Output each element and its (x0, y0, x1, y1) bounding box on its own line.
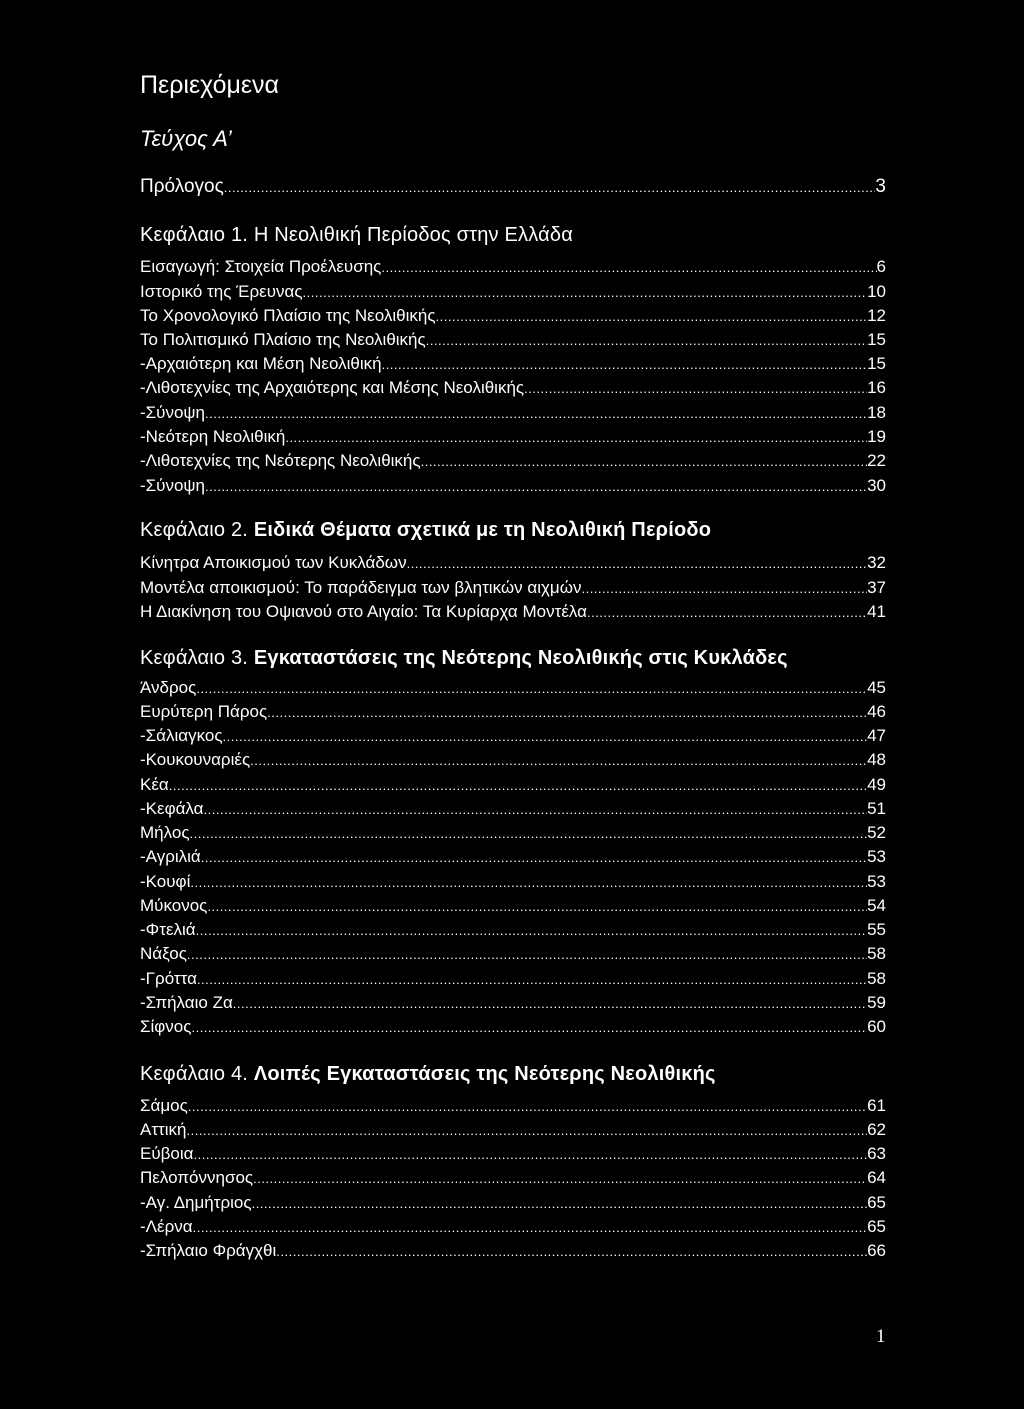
toc-entry-label: -Λιθοτεχνίες της Αρχαιότερης και Μέσης Νεολιθικής (140, 378, 525, 397)
chapter-title: Η Νεολιθική Περίοδος στην Ελλάδα (253, 224, 573, 246)
toc-entry-label: Ευρύτερη Πάρος (140, 702, 268, 721)
toc-entry-page: 16 (867, 378, 886, 397)
toc-entry-label: -Σύνοψη (140, 403, 205, 422)
dot-leader (193, 1144, 867, 1166)
dot-leader (252, 1193, 868, 1215)
toc-entry-page: 18 (867, 403, 886, 422)
toc-entry-page: 12 (867, 306, 886, 325)
toc-entry-page: 64 (867, 1168, 886, 1187)
toc-entry (140, 822, 886, 845)
chapter-title: Εγκαταστάσεις της Νεότερης Νεολιθικής στις Κυκλάδες (253, 647, 788, 669)
chapter-heading (140, 222, 573, 248)
chapter-heading (140, 1061, 716, 1087)
toc-entry-page: 61 (867, 1096, 886, 1115)
toc-entry-page: 59 (867, 993, 886, 1012)
page-title: Περιεχόμενα (140, 71, 279, 99)
dot-leader (187, 1120, 868, 1142)
toc-entry (140, 774, 886, 797)
dot-leader (436, 306, 868, 328)
dot-leader (205, 403, 867, 425)
toc-entry-label: -Νεότερη Νεολιθική (140, 427, 286, 446)
dot-leader (303, 282, 868, 304)
toc-entry (140, 1143, 886, 1166)
toc-entry-page: 65 (867, 1217, 886, 1236)
toc-entry (140, 353, 886, 376)
dot-leader (224, 177, 876, 199)
toc-entry-label: -Κεφάλα (140, 799, 204, 818)
dot-leader (196, 678, 867, 700)
toc-entry-page: 52 (867, 823, 886, 842)
toc-entry (140, 577, 886, 600)
dot-leader (207, 896, 867, 918)
toc-entry-page: 51 (867, 799, 886, 818)
toc-entry-page: 41 (867, 602, 886, 621)
dot-leader (191, 1017, 867, 1039)
toc-entry-page: 63 (867, 1144, 886, 1163)
toc-entry (140, 1240, 886, 1263)
toc-entry-page: 66 (867, 1241, 886, 1260)
toc-entry-page: 55 (867, 920, 886, 939)
toc-entry (140, 846, 886, 869)
chapter-number: Κεφάλαιο 2. (140, 519, 249, 541)
dot-leader (197, 969, 867, 991)
toc-entry (140, 256, 886, 279)
toc-entry-label: Εισαγωγή: Στοιχεία Προέλευσης (140, 257, 382, 276)
toc-entry-label: Πρόλογος (140, 176, 224, 197)
toc-entry (140, 1095, 886, 1118)
toc-entry-label: -Αρχαιότερη και Μέση Νεολιθική (140, 354, 382, 373)
toc-entry (140, 281, 886, 304)
toc-entry (140, 895, 886, 918)
toc-entry (140, 725, 886, 748)
toc-entry-page: 58 (867, 969, 886, 988)
toc-entry-label: Άνδρος (140, 678, 197, 697)
dot-leader (205, 476, 867, 498)
toc-entry-page: 58 (867, 944, 886, 963)
toc-entry (140, 749, 886, 772)
toc-entry-label: -Σύνοψη (140, 476, 205, 495)
toc-entry (140, 943, 886, 966)
dot-leader (201, 847, 867, 869)
toc-entry-label: -Αγριλιά (140, 847, 201, 866)
dot-leader (188, 1096, 867, 1118)
toc-entry (140, 305, 886, 328)
dot-leader (187, 944, 867, 966)
dot-leader (204, 799, 868, 821)
dot-leader (407, 553, 867, 575)
toc-entry-label: Μοντέλα αποικισμού: Το παράδειγμα των βλητικών αιχμών (140, 578, 582, 597)
toc-entry (140, 1192, 886, 1215)
toc-entry-page: 3 (875, 176, 886, 197)
toc-entry-page: 32 (867, 553, 886, 572)
toc-entry-page: 19 (867, 427, 886, 446)
toc-entry (140, 1016, 886, 1039)
toc-entry-page: 6 (876, 257, 886, 276)
chapter-heading (140, 517, 711, 543)
toc-entry-label: Κίνητρα Αποικισμού των Κυκλάδων (140, 553, 407, 572)
toc-entry-label: -Σάλιαγκος (140, 726, 223, 745)
toc-entry (140, 968, 886, 991)
toc-entry-label: -Κουκουναριές (140, 750, 251, 769)
toc-entry-label: -Κουφί (140, 872, 191, 891)
chapter-number: Κεφάλαιο 4. (140, 1063, 249, 1085)
toc-entry-label: Σάμος (140, 1096, 188, 1115)
dot-leader (233, 993, 867, 1015)
toc-entry-label: -Λέρνα (140, 1217, 193, 1236)
toc-entry-page: 37 (867, 578, 886, 597)
dot-leader (421, 451, 867, 473)
toc-entry (140, 1167, 886, 1190)
toc-entry-label: -Σπήλαιο Φράγχθι (140, 1241, 277, 1260)
toc-entry-label: Ιστορικό της Έρευνας (140, 282, 303, 301)
toc-entry (140, 1216, 886, 1239)
dot-leader (524, 378, 867, 400)
chapter-number: Κεφάλαιο 1. (140, 224, 249, 246)
dot-leader (381, 257, 876, 279)
toc-entry-prologue (140, 176, 886, 199)
toc-entry (140, 426, 886, 449)
toc-entry (140, 329, 886, 352)
dot-leader (426, 330, 867, 352)
toc-entry (140, 798, 886, 821)
volume-title: Τεύχος Α’ (140, 126, 232, 151)
toc-entry-page: 10 (867, 282, 886, 301)
toc-entry (140, 601, 886, 624)
toc-entry-page: 53 (867, 872, 886, 891)
toc-entry-page: 49 (867, 775, 886, 794)
toc-entry (140, 1119, 886, 1142)
toc-entry-label: Πελοπόννησος (140, 1168, 254, 1187)
dot-leader (193, 1217, 867, 1239)
dot-leader (223, 726, 868, 748)
dot-leader (169, 775, 867, 797)
toc-entry-label: Εύβοια (140, 1144, 194, 1163)
page-number: 1 (876, 1326, 886, 1347)
toc-entry-label: -Σπήλαιο Ζα (140, 993, 233, 1012)
toc-entry-label: Σίφνος (140, 1017, 192, 1036)
toc-entry-page: 15 (867, 330, 886, 349)
toc-entry-page: 54 (867, 896, 886, 915)
toc-entry-page: 53 (867, 847, 886, 866)
toc-entry (140, 992, 886, 1015)
toc-entry-label: -Αγ. Δημήτριος (140, 1193, 252, 1212)
dot-leader (253, 1168, 867, 1190)
toc-entry-label: Αττική (140, 1120, 187, 1139)
chapter-number: Κεφάλαιο 3. (140, 647, 249, 669)
dot-leader (285, 427, 867, 449)
toc-entry-page: 15 (867, 354, 886, 373)
toc-entry (140, 377, 886, 400)
toc-entry-label: -Φτελιά (140, 920, 196, 939)
chapter-heading (140, 645, 788, 671)
toc-entry (140, 701, 886, 724)
toc-entry-page: 30 (867, 476, 886, 495)
toc-entry-label: Το Χρονολογικό Πλαίσιο της Νεολιθικής (140, 306, 436, 325)
toc-entry (140, 677, 886, 700)
toc-entry-label: Η Διακίνηση του Οψιανού στο Αιγαίο: Τα Κυρίαρχα Μοντέλα (140, 602, 587, 621)
dot-leader (196, 920, 867, 942)
toc-entry (140, 475, 886, 498)
dot-leader (190, 823, 868, 845)
toc-entry-label: Νάξος (140, 944, 187, 963)
dot-leader (581, 578, 867, 600)
toc-entry-page: 60 (867, 1017, 886, 1036)
toc-entry-label: -Γρόττα (140, 969, 197, 988)
chapter-title: Ειδικά Θέματα σχετικά με τη Νεολιθική Περίοδο (253, 519, 712, 541)
toc-entry (140, 871, 886, 894)
toc-entry-label: -Λιθοτεχνίες της Νεότερης Νεολιθικής (140, 451, 421, 470)
dot-leader (190, 872, 867, 894)
toc-entry-page: 48 (867, 750, 886, 769)
dot-leader (267, 702, 867, 724)
toc-entry-label: Μήλος (140, 823, 190, 842)
toc-entry-page: 62 (867, 1120, 886, 1139)
dot-leader (587, 602, 867, 624)
toc-entry-page: 22 (867, 451, 886, 470)
dot-leader (382, 354, 868, 376)
toc-entry-page: 45 (867, 678, 886, 697)
toc-entry (140, 919, 886, 942)
toc-entry (140, 450, 886, 473)
toc-entry-page: 46 (867, 702, 886, 721)
dot-leader (250, 750, 867, 772)
toc-entry-page: 65 (867, 1193, 886, 1212)
toc-entry-label: Μύκονος (140, 896, 208, 915)
chapter-title: Λοιπές Εγκαταστάσεις της Νεότερης Νεολιθικής (253, 1063, 716, 1085)
toc-entry-label: Κέα (140, 775, 169, 794)
toc-entry-page: 47 (867, 726, 886, 745)
toc-entry (140, 402, 886, 425)
dot-leader (276, 1241, 867, 1263)
toc-entry-label: Το Πολιτισμικό Πλαίσιο της Νεολιθικής (140, 330, 426, 349)
toc-entry (140, 552, 886, 575)
